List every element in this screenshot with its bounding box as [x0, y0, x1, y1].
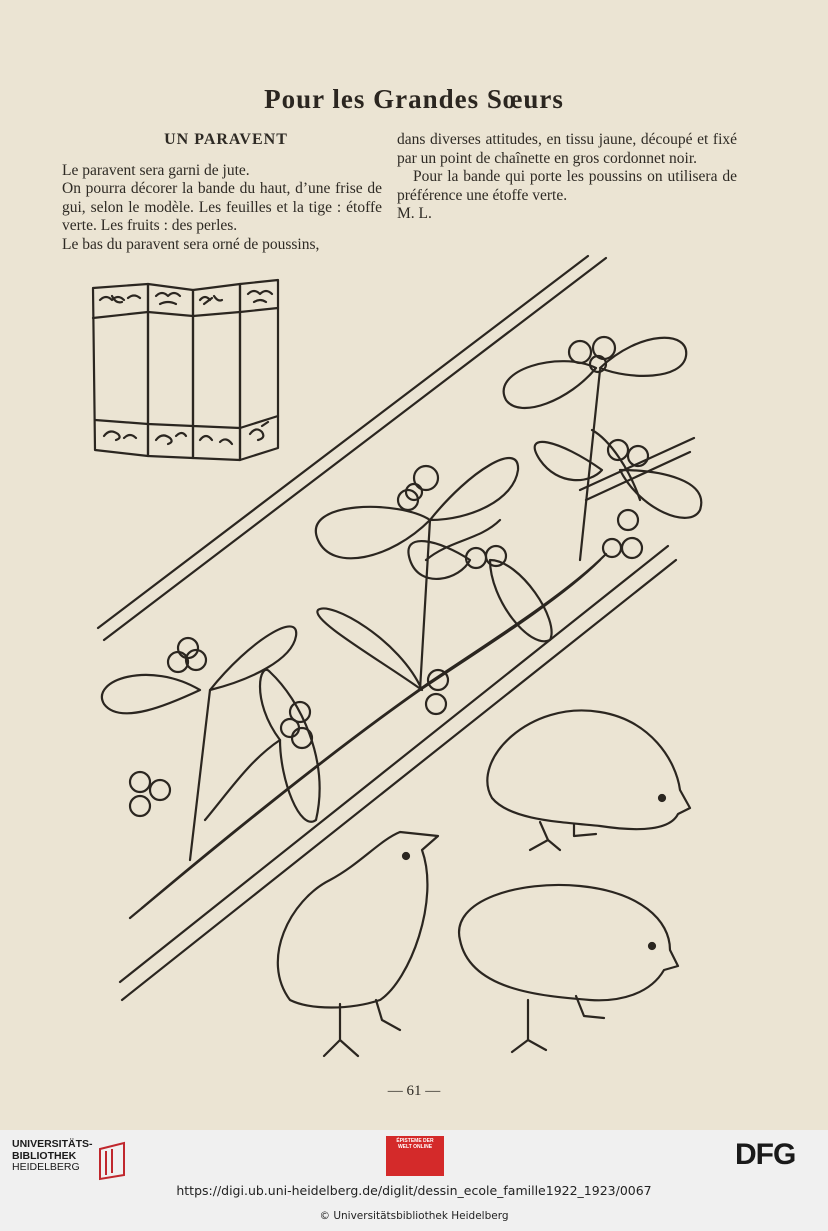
paragraph-1: Le paravent sera garni de jute. — [62, 161, 250, 179]
library-mark-icon — [96, 1141, 128, 1181]
paragraph-3: Le bas du paravent sera orné de poussins, — [62, 235, 320, 253]
author-signature: M. L. — [397, 205, 432, 223]
folding-screen-drawing — [93, 280, 278, 460]
permalink-url[interactable]: https://digi.ub.uni-heidelberg.de/diglit/dessin_ecole_famille1922_1923/0067 — [176, 1183, 652, 1198]
chicks-drawing — [278, 710, 690, 1056]
paragraph-2: On pourra décorer la bande du haut, d’une frise de gui, selon le modèle. Les feuilles et la tige : étoffe verte. Les fruits : des perles. — [62, 180, 382, 235]
mistletoe-frieze — [102, 337, 701, 918]
dfg-logo[interactable]: DFG — [735, 1138, 796, 1171]
page-title: Pour les Grandes Sœurs — [264, 84, 564, 114]
partner-logo-text: ÉPISTEME DER WELT ONLINE — [396, 1138, 434, 1150]
paragraph-5: Pour la bande qui porte les poussins on utilisera de préférence une étoffe verte. — [397, 168, 737, 204]
paragraph-4: dans diverses attitudes, en tissu jaune, découpé et fixé par un point de chaînette en gros cordonnet noir. — [397, 131, 737, 167]
page-number: — 61 — — [387, 1083, 441, 1099]
copyright-notice: © Universitätsbibliothek Heidelberg — [319, 1210, 509, 1222]
university-library-logo[interactable] — [12, 1139, 122, 1181]
article-subtitle: UN PARAVENT — [164, 131, 288, 148]
partner-logo[interactable] — [386, 1136, 444, 1176]
library-name-line1: UNIVERSITÄTS- — [12, 1138, 93, 1150]
library-name-line2: BIBLIOTHEK — [12, 1149, 77, 1162]
library-name-line3: HEIDELBERG — [12, 1161, 80, 1173]
